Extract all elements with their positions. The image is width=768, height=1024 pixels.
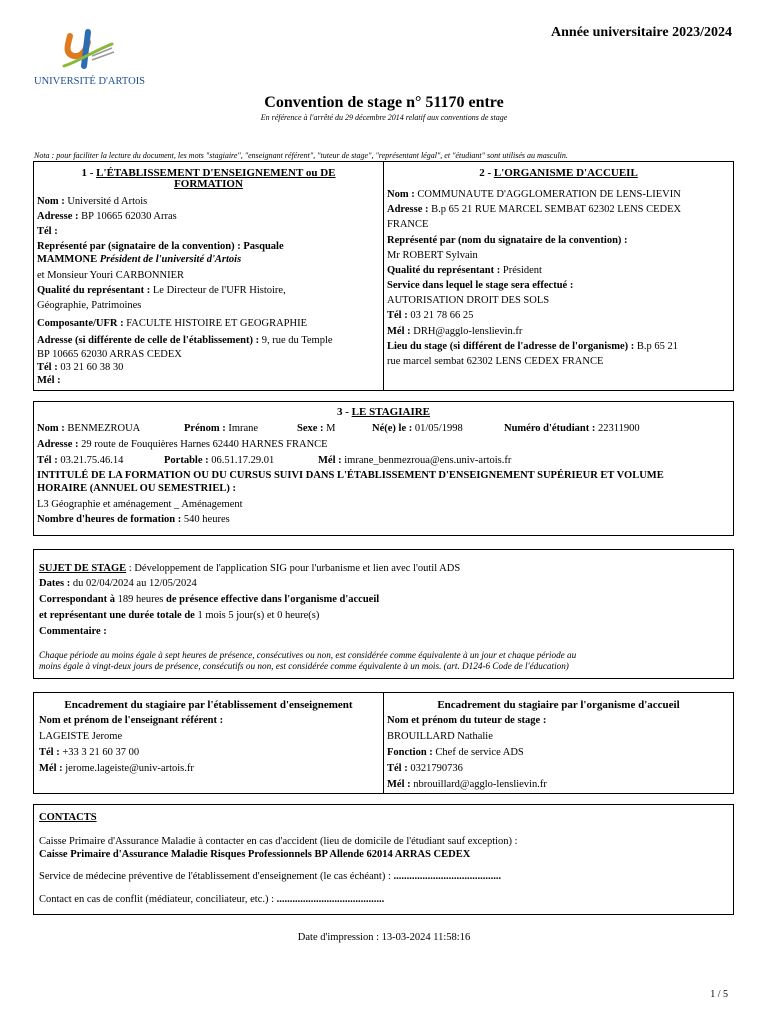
formation-label: INTITULÉ DE LA FORMATION OU DU CURSUS SUIVI DANS L'ÉTABLISSEMENT D'ENSEIGNEMENT SUPÉRIEUR ET VOLUME (37, 470, 664, 481)
nota-note: Nota : pour faciliter la lecture du document, les mots "stagiaire", "enseignant référent", "tuteur de stage", "représentant légal", et "étudiant" sont utilisés au masculin. (34, 151, 568, 160)
medecine-value: ......................................... (393, 871, 502, 882)
stagiaire-formation: L3 Géographie et aménagement _ Aménagement (37, 499, 243, 510)
etab-mel: Mél : (37, 375, 61, 386)
sujet-legal-note: Chaque période au moins égale à sept heures de présence, consécutives ou non, est considérée comme équivalente à un jour et chaque période au moins égale à vingt-deux jours de présence, consécutifs ou non, est considérée comme équivalente à un mois. (art. D124-6 Code de l'éducation) (39, 650, 577, 671)
tuteur-nom: BROUILLARD Nathalie (387, 731, 493, 742)
section-stagiaire: 3 - LE STAGIAIRE Nom : BENMEZROUA Prénom : Imrane Sexe : M Né(e) le : 01/05/1998 Numéro d'étudiant : 22311900 Adresse : 29 route de Fouquières Harnes 62440 HARNES FRANCE Tél : 03.21.75.46.14 Portable : 06.51.17.29.01 Mél : imrane_benmezroua@ens.univ-artois.fr INTITULÉ DE LA FORMATION OU DU CURSUS SUIVI DANS L'ÉTABLISSEMENT D'ENSEIGNEMENT SUPÉRIEUR ET VOLUME HORAIRE (ANNUEL OU SEMESTRIEL) : L3 Géographie et aménagement _ Aménagement Nombre d'heures de formation : 540 heures (33, 401, 734, 536)
org-adresse: B.p 65 21 RUE MARCEL SEMBAT 62302 LENS CEDEX (431, 204, 682, 215)
university-logo-mark (34, 26, 149, 74)
stagiaire-sexe: M (326, 423, 336, 434)
page-subtitle: En référence à l'arrêté du 29 décembre 2014 relatif aux conventions de stage (260, 113, 508, 122)
etab-adresse: BP 10665 62030 Arras (81, 211, 177, 222)
encadrement-left-title: Encadrement du stagiaire par l'établissement d'enseignement (64, 699, 353, 711)
referent-nom: LAGEISTE Jerome (39, 731, 123, 742)
etab-rep-role: Président de l'université d'Artois (99, 254, 242, 265)
stagiaire-tel: 03.21.75.46.14 (60, 455, 124, 466)
sujet-dates: du 02/04/2024 au 12/05/2024 (72, 578, 197, 589)
stagiaire-heures: 540 heures (183, 514, 230, 525)
referent-tel: +33 3 21 60 37 00 (62, 747, 140, 758)
etab-tel2: 03 21 60 38 30 (60, 362, 124, 373)
etab-tel: Tél : (37, 226, 58, 237)
org-nom: COMMUNAUTE D'AGGLOMERATION DE LENS-LIEVIN (417, 189, 681, 200)
etab-rep-label: Représenté par (signataire de la convention) : Pasquale (37, 241, 284, 252)
page-title: Convention de stage n° 51170 entre (264, 94, 504, 111)
tuteur-tel: 0321790736 (410, 763, 463, 774)
contacts-title: CONTACTS (39, 812, 97, 823)
stagiaire-numero: 22311900 (598, 423, 640, 434)
university-name: UNIVERSITÉ D'ARTOIS (34, 76, 146, 87)
tuteur-mel: nbrouillard@agglo-lenslievin.fr (413, 779, 547, 790)
org-tel: 03 21 78 66 25 (410, 310, 474, 321)
section3-title: 3 - LE STAGIAIRE (336, 406, 431, 418)
sujet-duree: 1 mois 5 jour(s) et 0 heure(s) (197, 610, 320, 621)
org-service: AUTORISATION DROIT DES SOLS (387, 295, 550, 306)
stagiaire-mel: imrane_benmezroua@ens.univ-artois.fr (344, 455, 512, 466)
caisse-intro: Caisse Primaire d'Assurance Maladie à contacter en cas d'accident (lieu de domicile de l'étudiant sauf exception) : (39, 836, 518, 847)
section2-title: 2 - L'ORGANISME D'ACCUEIL (479, 167, 638, 179)
org-qualite: Président (502, 265, 542, 276)
section1-title: 1 - L'ÉTABLISSEMENT D'ENSEIGNEMENT ou DE FORMATION (81, 167, 336, 190)
tuteur-fonction: Chef de service ADS (435, 747, 524, 758)
org-lieu: B.p 65 21 (636, 341, 678, 352)
encadrement-organisme: Encadrement du stagiaire par l'organisme d'accueil Nom et prénom du tuteur de stage : BROUILLARD Nathalie Fonction : Chef de service ADS Tél : 0321790736 Mél : nbrouillard@agglo-lenslievin.fr (383, 692, 734, 794)
encadrement-right-title: Encadrement du stagiaire par l'organisme d'accueil (437, 699, 680, 711)
stagiaire-naissance: 01/05/1998 (414, 423, 463, 434)
print-date: Date d'impression : 13-03-2024 11:58:16 (297, 932, 471, 943)
stagiaire-adresse: 29 route de Fouquières Harnes 62440 HARNES FRANCE (81, 439, 328, 450)
sujet-heures: 189 heures (117, 594, 164, 605)
etab-composante: FACULTE HISTOIRE ET GEOGRAPHIE (126, 318, 307, 329)
page-number: 1 / 5 (710, 989, 728, 1000)
org-mel: DRH@agglo-lenslievin.fr (413, 326, 523, 337)
section-contacts: CONTACTS Caisse Primaire d'Assurance Maladie à contacter en cas d'accident (lieu de domicile de l'étudiant sauf exception) : Caisse Primaire d'Assurance Maladie Risques Professionnels BP Allende 62014 ARRAS CEDEX Service de médecine préventive de l'établissement d'enseignement (le cas échéant) : ......................................... Contact en cas de conflit (médiateur, conciliateur, etc.) : ......................................... (33, 804, 734, 915)
university-logo (34, 26, 149, 86)
etab-rep-extra: et Monsieur Youri CARBONNIER (37, 270, 185, 281)
etab-adresse2: 9, rue du Temple (261, 335, 333, 346)
section-etablissement: 1 - L'ÉTABLISSEMENT D'ENSEIGNEMENT ou DE FORMATION Nom : Université d Artois Adresse : BP 10665 62030 Arras Tél : Représenté par (signataire de la convention) : Pasquale MAMMONE Président de l'université d'Artois et Monsieur Youri CARBONNIER Qualité du représentant : Le Directeur de l'UFR Histoire, Géographie, Patrimoines Composante/UFR : FACULTE HISTOIRE ET GEOGRAPHIE Adresse (si différente de celle de l'établissement) : 9, rue du Temple BP 10665 62030 ARRAS CEDEX Tél : 03 21 60 38 30 Mél : (33, 161, 384, 391)
conflit-value: ......................................... (276, 894, 385, 905)
stagiaire-prenom: Imrane (228, 423, 259, 434)
org-rep: Mr ROBERT Sylvain (387, 250, 478, 261)
section-sujet: SUJET DE STAGE : Développement de l'application SIG pour l'urbanisme et lien avec l'outil ADS Dates : du 02/04/2024 au 12/05/2024 Correspondant à 189 heures de présence effective dans l'organisme d'accueil et représentant une durée totale de 1 mois 5 jour(s) et 0 heure(s) Commentaire : Chaque période au moins égale à sept heures de présence, consécutives ou non, est considérée comme équivalente à un jour et chaque période au moins égale à vingt-deux jours de présence, consécutifs ou non, est considérée comme équivalente à un mois. (art. D124-6 Code de l'éducation) (33, 549, 734, 679)
stagiaire-portable: 06.51.17.29.01 (211, 455, 275, 466)
encadrement-etablissement: Encadrement du stagiaire par l'établissement d'enseignement Nom et prénom de l'enseignant référent : LAGEISTE Jerome Tél : +33 3 21 60 37 00 Mél : jerome.lageiste@univ-artois.fr (33, 692, 384, 794)
sujet-text: : Développement de l'application SIG pour l'urbanisme et lien avec l'outil ADS (126, 563, 461, 574)
etab-nom: Université d Artois (67, 196, 148, 207)
referent-mel: jerome.lageiste@univ-artois.fr (65, 763, 194, 774)
academic-year: Année universitaire 2023/2024 (551, 25, 732, 40)
etab-qualite: Le Directeur de l'UFR Histoire, (152, 285, 286, 296)
section-organisme: 2 - L'ORGANISME D'ACCUEIL Nom : COMMUNAUTE D'AGGLOMERATION DE LENS-LIEVIN Adresse : B.p 65 21 RUE MARCEL SEMBAT 62302 LENS CEDEX FRANCE Représenté par (nom du signataire de la convention) : Mr ROBERT Sylvain Qualité du représentant : Président Service dans lequel le stage sera effectué : AUTORISATION DROIT DES SOLS Tél : 03 21 78 66 25 Mél : DRH@agglo-lenslievin.fr Lieu du stage (si différent de l'adresse de l'organisme) : B.p 65 21 rue marcel sembat 62302 LENS CEDEX FRANCE (383, 161, 734, 391)
stagiaire-nom: BENMEZROUA (67, 423, 141, 434)
sujet-commentaire: Commentaire : (39, 626, 107, 637)
caisse-value: Caisse Primaire d'Assurance Maladie Risques Professionnels BP Allende 62014 ARRAS CEDEX (39, 849, 471, 860)
